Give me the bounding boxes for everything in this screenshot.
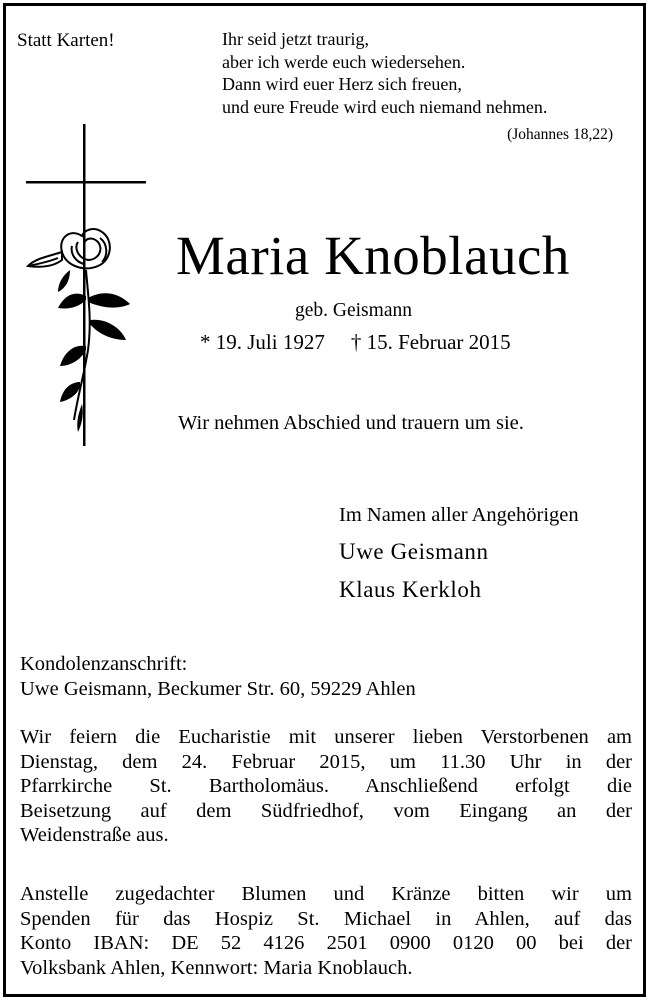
service-notice — [20, 725, 632, 848]
condolence-label: Kondolenzanschrift: — [20, 653, 188, 675]
deceased-name: Maria Knoblauch — [176, 225, 570, 286]
birth-date: * 19. Juli 1927 — [200, 330, 325, 354]
service-line: Wir feiern die Eucharistie mit unserer lieben Verstorbenen am — [20, 726, 632, 748]
donation-line: Anstelle zugedachter Blumen und Kränze bitten wir um — [20, 883, 632, 905]
birth-name: geb. Geismann — [295, 300, 412, 321]
mourner-name: Uwe Geismann — [339, 539, 489, 564]
condolence-address-line: Uwe Geismann, Beckumer Str. 60, 59229 Ahlen — [20, 677, 416, 700]
cross-with-rose-icon — [22, 120, 152, 450]
donation-line: Volksbank Ahlen, Kennwort: Maria Knoblauch. — [20, 956, 413, 979]
verse-line: Ihr seid jetzt traurig, — [222, 29, 369, 49]
donation-line: Konto IBAN: DE 52 4126 2501 0900 0120 00 bei der — [20, 932, 632, 954]
verse-line: Dann wird euer Herz sich freuen, — [222, 74, 462, 94]
donation-line: Spenden für das Hospiz St. Michael in Ahlen, auf das — [20, 907, 632, 930]
service-line: Weidenstraße aus. — [20, 824, 169, 846]
service-line: Beisetzung auf dem Südfriedhof, vom Eingang an der — [20, 799, 632, 822]
statt-karten-label: Statt Karten! — [17, 30, 115, 51]
mourner-name: Klaus Kerkloh — [339, 577, 482, 602]
service-line: Dienstag, dem 24. Februar 2015, um 11.30 Uhr in der — [20, 750, 632, 773]
death-date: † 15. Februar 2015 — [350, 330, 511, 354]
life-dates — [200, 332, 511, 353]
farewell-text: Wir nehmen Abschied und trauern um sie. — [178, 412, 524, 434]
verse-line: und eure Freude wird euch niemand nehmen. — [222, 96, 548, 117]
family-intro: Im Namen aller Angehörigen — [339, 504, 579, 526]
bible-verse — [222, 28, 547, 118]
donation-notice — [20, 882, 632, 980]
service-line: Pfarrkirche St. Bartholomäus. Anschließend erfolgt die — [20, 775, 632, 797]
verse-line: aber ich werde euch wiedersehen. — [222, 51, 466, 72]
verse-reference: (Johannes 18,22) — [507, 126, 613, 143]
condolence-address — [20, 652, 632, 701]
